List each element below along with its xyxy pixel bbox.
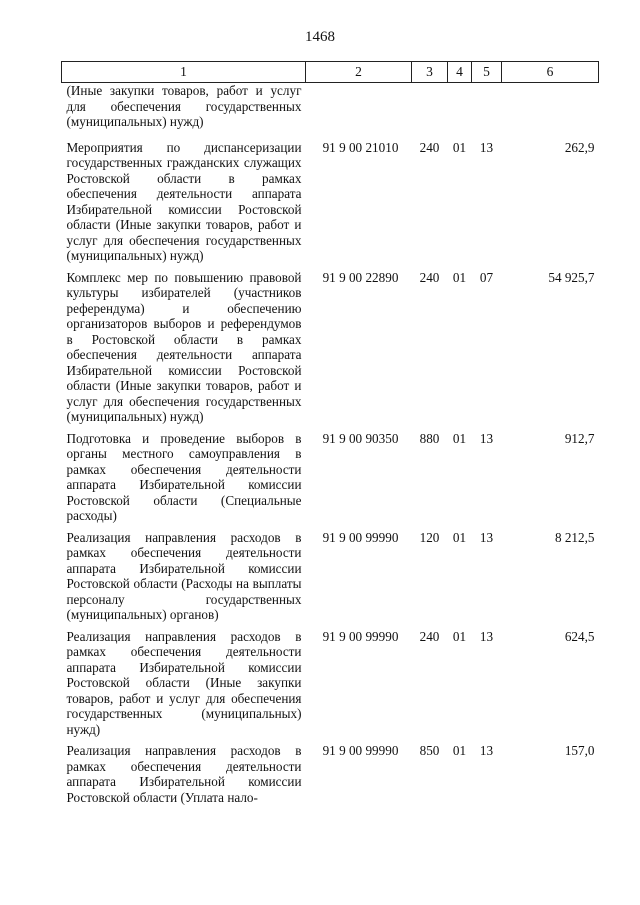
header-row: [62, 62, 599, 83]
row-pr: 13: [479, 628, 494, 644]
empty-cell: [502, 83, 599, 140]
row-code: 91 9 00 99990: [322, 743, 399, 758]
page-number: 1468: [305, 29, 335, 45]
row-vr: 240: [419, 139, 440, 155]
header-col-6: 6: [502, 62, 599, 83]
row-name: Реализация направления расходов в рамках обеспечения деятельности аппарата Избирательной комиссии Ростовской области (Расходы на выплаты персоналу государственных (муниципальных) органов): [66, 529, 302, 622]
row-name: Комплекс мер по повышению правовой культуры избирателей (участников референдума) и обеспечению организаторов выборов и референдумов в Ростовской области в рамках обеспечения деятельности аппарата Избирательной комиссии Ростовской области (Иные закупки товаров, работ и услуг для обеспечения государственных (муниципальных) нужд): [66, 269, 302, 424]
header-col-2: 2: [306, 62, 412, 83]
continued-text: (Иные закупки товаров, работ и услуг для обеспечения государственных (муниципальных) нужд): [66, 83, 302, 129]
row-name: Подготовка и проведение выборов в органы местного самоуправления в рамках обеспечения деятельности аппарата Избирательной комиссии Ростовской области (Специальные расходы): [66, 430, 302, 523]
row-code: 91 9 00 99990: [322, 628, 399, 644]
row-vr: 240: [419, 269, 440, 285]
empty-cell: [472, 83, 502, 140]
row-code: 91 9 00 90350: [322, 430, 399, 446]
continued-row: [62, 83, 599, 140]
row-vr: 240: [419, 628, 440, 644]
row-pr: 13: [479, 529, 494, 545]
table-header: [62, 62, 599, 83]
row-code: 91 9 00 22890: [322, 269, 399, 285]
row-pr: 07: [479, 269, 494, 285]
empty-cell: [306, 83, 412, 140]
header-col-3: 3: [412, 62, 448, 83]
row-code: 91 9 00 99990: [322, 529, 399, 545]
empty-cell: [412, 83, 448, 140]
table-row: [62, 140, 599, 270]
row-amount: 624,5: [564, 628, 595, 644]
row-rz: 01: [452, 628, 467, 644]
row-amount: 262,9: [564, 139, 595, 155]
row-rz: 01: [452, 430, 467, 446]
row-amount: 912,7: [564, 430, 595, 446]
row-vr: 120: [419, 529, 440, 545]
header-col-5: 5: [472, 62, 502, 83]
table-row: [62, 431, 599, 530]
header-col-1: 1: [62, 62, 306, 83]
row-pr: 13: [479, 430, 494, 446]
row-pr: 13: [479, 139, 494, 155]
table-row: [62, 530, 599, 629]
row-rz: 01: [452, 139, 467, 155]
budget-table: [61, 61, 599, 811]
row-rz: 01: [452, 269, 467, 285]
table-row: [62, 629, 599, 744]
table-row: [62, 270, 599, 431]
row-name: Реализация направления расходов в рамках обеспечения деятельности аппарата Избирательной комиссии Ростовской области (Уплата нало-: [66, 743, 302, 805]
row-code: 91 9 00 21010: [322, 139, 399, 155]
row-vr: 850: [419, 743, 440, 758]
row-vr: 880: [419, 430, 440, 446]
row-amount: 8 212,5: [554, 529, 595, 545]
row-name: Реализация направления расходов в рамках обеспечения деятельности аппарата Избирательной комиссии Ростовской области (Иные закупки товаров, работ и услуг для обеспечения государственных (муниципальных) нужд): [66, 628, 302, 737]
table-body: [62, 83, 599, 812]
row-pr: 13: [479, 743, 494, 758]
row-amount: 157,0: [564, 743, 595, 758]
row-name: Мероприятия по диспансеризации государственных гражданских служащих Ростовской области в рамках обеспечения деятельности аппарата Избирательной комиссии Ростовской области (Иные закупки товаров, работ и услуг для обеспечения государственных (муниципальных) нужд): [66, 139, 302, 263]
row-amount: 54 925,7: [548, 269, 595, 285]
table-row: [62, 743, 599, 811]
header-col-4: 4: [448, 62, 472, 83]
row-rz: 01: [452, 529, 467, 545]
row-rz: 01: [452, 743, 467, 758]
empty-cell: [448, 83, 472, 140]
